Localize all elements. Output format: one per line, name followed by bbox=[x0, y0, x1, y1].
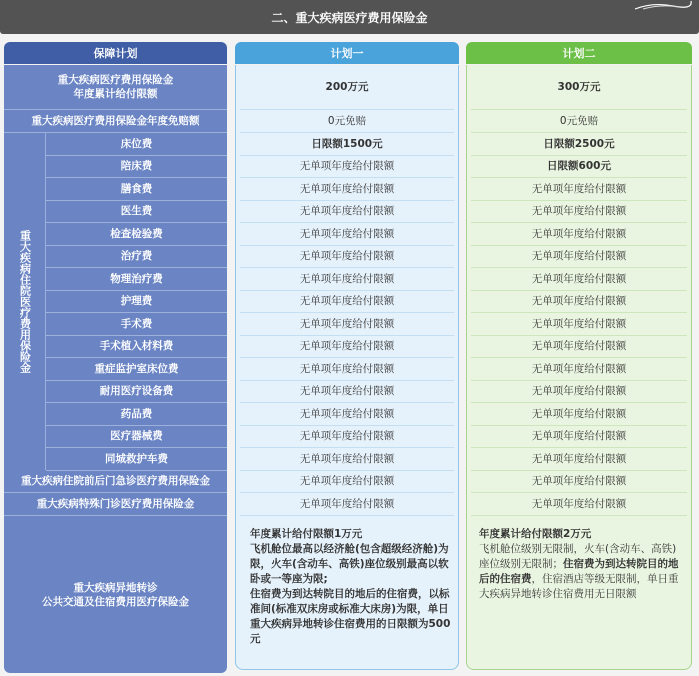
plan-two-transfer-lodging: 住宿费为到达转院目的地后的住宿费 bbox=[479, 558, 679, 585]
plan-two-value: 无单项年度给付限额 bbox=[471, 381, 687, 404]
header-plan-coverage: 保障计划 bbox=[4, 42, 227, 64]
coverage-item-label: 物理治疗费 bbox=[46, 268, 227, 291]
plan-one-value: 日限额1500元 bbox=[240, 133, 454, 156]
plan-two-value: 无单项年度给付限额 bbox=[471, 178, 687, 201]
coverage-item-label: 重大疾病医疗费用保险金 年度累计给付限额 bbox=[4, 65, 227, 110]
plan-one-value: 0元免赔 bbox=[240, 110, 454, 133]
plan-two-value: 无单项年度给付限额 bbox=[471, 268, 687, 291]
coverage-item-label: 耐用医疗设备费 bbox=[46, 381, 227, 404]
plan-two-value: 无单项年度给付限额 bbox=[471, 313, 687, 336]
coverage-item-label: 手术费 bbox=[46, 313, 227, 336]
coverage-item-label: 药品费 bbox=[46, 403, 227, 426]
header-plan-two: 计划二 bbox=[466, 42, 692, 64]
plan-two-value: 无单项年度给付限额 bbox=[471, 246, 687, 269]
coverage-item-label: 床位费 bbox=[46, 133, 227, 156]
plan-one-value: 无单项年度给付限额 bbox=[240, 178, 454, 201]
plan-one-value: 无单项年度给付限额 bbox=[240, 291, 454, 314]
plan-one-value: 无单项年度给付限额 bbox=[240, 313, 454, 336]
plan-two-value: 无单项年度给付限额 bbox=[471, 201, 687, 224]
plan-two-value: 无单项年度给付限额 bbox=[471, 426, 687, 449]
coverage-item-label: 重大疾病特殊门诊医疗费用保险金 bbox=[4, 493, 227, 516]
coverage-item-label: 手术植入材料费 bbox=[46, 336, 227, 359]
plan-two-column bbox=[466, 65, 692, 670]
plan-one-column bbox=[235, 65, 459, 670]
plan-one-value: 无单项年度给付限额 bbox=[240, 403, 454, 426]
plan-two-value: 日限额600元 bbox=[471, 156, 687, 179]
section-title-banner bbox=[0, 0, 699, 34]
plan-two-value: 无单项年度给付限额 bbox=[471, 223, 687, 246]
plan-one-value: 无单项年度给付限额 bbox=[240, 471, 454, 494]
plan-one-value: 无单项年度给付限额 bbox=[240, 156, 454, 179]
coverage-item-label: 重症监护室床位费 bbox=[46, 358, 227, 381]
coverage-item-label: 检查检验费 bbox=[46, 223, 227, 246]
group-label-hospital-inpatient: 重大疾病住院医疗费用保险金 bbox=[4, 133, 46, 470]
plan-one-value: 无单项年度给付限额 bbox=[240, 223, 454, 246]
plan-one-transfer-detail bbox=[244, 527, 458, 647]
plan-one-value: 无单项年度给付限额 bbox=[240, 426, 454, 449]
plan-one-value: 无单项年度给付限额 bbox=[240, 381, 454, 404]
plan-one-value: 200万元 bbox=[240, 65, 454, 110]
coverage-item-label: 医生费 bbox=[46, 201, 227, 224]
coverage-item-label: 治疗费 bbox=[46, 246, 227, 269]
plan-one-transfer-transport: 飞机舱位最高以经济舱(包含超级经济舱)为限，火车(含动车、高铁)座位级别最高以软卧或一等座为限; bbox=[250, 543, 449, 585]
header-plan-one: 计划一 bbox=[235, 42, 459, 64]
coverage-item-label: 重大疾病医疗费用保险金年度免赔额 bbox=[4, 110, 227, 133]
plan-two-value: 无单项年度给付限额 bbox=[471, 448, 687, 471]
plan-one-value: 无单项年度给付限额 bbox=[240, 201, 454, 224]
plan-one-value: 无单项年度给付限额 bbox=[240, 268, 454, 291]
plan-one-value: 无单项年度给付限额 bbox=[240, 448, 454, 471]
plan-one-value: 无单项年度给付限额 bbox=[240, 358, 454, 381]
plan-two-value: 无单项年度给付限额 bbox=[471, 358, 687, 381]
plan-two-transfer-detail bbox=[473, 527, 685, 602]
plan-two-value: 无单项年度给付限额 bbox=[471, 493, 687, 516]
plan-two-transfer-text bbox=[479, 542, 679, 602]
plan-one-value: 无单项年度给付限额 bbox=[240, 336, 454, 359]
plan-two-transfer-transport: 飞机舱位级别无限制，火车(含动车、高铁)座位级别无限制； bbox=[479, 543, 677, 570]
plan-two-value: 无单项年度给付限额 bbox=[471, 403, 687, 426]
decorative-swoosh-icon bbox=[633, 0, 693, 10]
section-title: 二、重大疾病医疗费用保险金 bbox=[271, 10, 428, 25]
coverage-item-label: 同城救护车费 bbox=[46, 448, 227, 471]
plan-two-value: 300万元 bbox=[471, 65, 687, 110]
plan-one-value: 无单项年度给付限额 bbox=[240, 493, 454, 516]
plan-one-value: 无单项年度给付限额 bbox=[240, 246, 454, 269]
coverage-item-label: 重大疾病住院前后门急诊医疗费用保险金 bbox=[4, 471, 227, 494]
coverage-item-label: 护理费 bbox=[46, 291, 227, 314]
coverage-item-label: 医疗器械费 bbox=[46, 426, 227, 449]
plan-two-value: 无单项年度给付限额 bbox=[471, 291, 687, 314]
coverage-column bbox=[4, 65, 227, 673]
plan-two-value: 无单项年度给付限额 bbox=[471, 471, 687, 494]
coverage-item-label-transfer: 重大疾病异地转诊 公共交通及住宿费用医疗保险金 bbox=[42, 582, 189, 608]
plan-one-transfer-limit: 年度累计给付限额1万元 bbox=[250, 528, 363, 540]
coverage-item-label: 陪床费 bbox=[46, 156, 227, 179]
plan-two-transfer-limit: 年度累计给付限额2万元 bbox=[479, 528, 592, 540]
plan-two-value: 日限额2500元 bbox=[471, 133, 687, 156]
coverage-item-label: 膳食费 bbox=[46, 178, 227, 201]
plan-two-value: 0元免赔 bbox=[471, 110, 687, 133]
plan-two-value: 无单项年度给付限额 bbox=[471, 336, 687, 359]
plan-one-transfer-lodging: 住宿费为到达转院目的地后的住宿费，以标准间(标准双床房或标准大床房)为限，单日重大疾病异地转诊住宿费用的日限额为500元 bbox=[250, 588, 451, 645]
plan-two-transfer-lodging-rule: ，住宿酒店等级无限制，单日重大疾病异地转诊住宿费用无日限额 bbox=[479, 573, 679, 600]
